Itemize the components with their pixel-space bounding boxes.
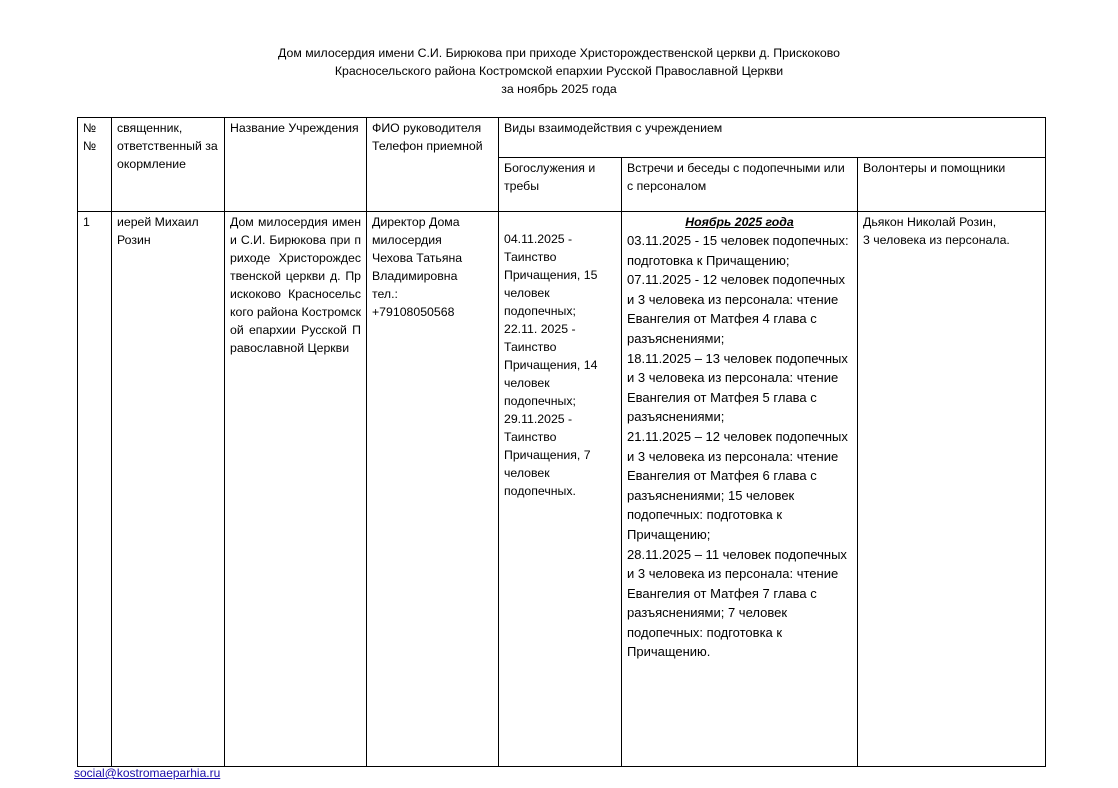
- row-services: 04.11.2025 - Таинство Причащения, 15 человек подопечных; 22.11. 2025 - Таинство Причащения, 14 человек подопечных; 29.11.2025 - Таинство Причащения, 7 человек подопечных.: [499, 212, 622, 767]
- meeting-entry: 03.11.2025 - 15 человек подопечных: подготовка к Причащению;: [627, 233, 849, 268]
- meeting-entry: 07.11.2025 - 12 человек подопечных и 3 человека из персонала: чтение Евангелия от Матфея 4 глава с разъяснениями;: [627, 272, 845, 346]
- row-priest: иерей Михаил Розин: [112, 212, 225, 767]
- header-director: ФИО руководителя Телефон приемной: [367, 118, 499, 212]
- title-line-1: Дом милосердия имени С.И. Бирюкова при приходе Христорождественской церкви д. Прискоково: [278, 46, 840, 60]
- header-services: Богослужения и требы: [499, 158, 622, 212]
- document-title: [0, 44, 1118, 98]
- meeting-entry: 28.11.2025 – 11 человек подопечных и 3 человека из персонала: чтение Евангелия от Матфея 7 глава с разъяснениями; 7 человек подопечных: подготовка к Причащению.: [627, 546, 847, 660]
- title-line-3: за ноябрь 2025 года: [501, 82, 617, 96]
- row-meetings: [622, 212, 858, 767]
- title-line-2: Красносельского района Костромской епархии Русской Православной Церкви: [334, 64, 784, 78]
- row-institution: Дом милосердия имени С.И. Бирюкова при приходе Христорождественской церкви д. Прискоково Красносельского района Костромской епархии Русской Православной Церкви: [225, 212, 367, 767]
- email-link[interactable]: social@kostromaeparhia.ru: [74, 766, 221, 780]
- row-volunteers: Дьякон Николай Розин, 3 человека из персонала.: [858, 212, 1046, 767]
- meeting-entry: 21.11.2025 – 12 человек подопечных и 3 человека из персонала: чтение Евангелия от Матфея 6 глава с разъяснениями; 15 человек подопечных: подготовка к Причащению;: [627, 428, 848, 542]
- report-table: [77, 117, 1046, 767]
- row-number: 1: [78, 212, 112, 767]
- meeting-entry: 18.11.2025 – 13 человек подопечных и 3 человека из персонала: чтение Евангелия от Матфея 5 глава с разъяснениями;: [627, 350, 848, 425]
- meetings-month-heading: Ноябрь 2025 года: [685, 215, 794, 229]
- header-interaction: Виды взаимодействия с учреждением: [499, 118, 1046, 158]
- table-row: [78, 212, 1046, 767]
- header-priest: священник, ответственный за окормление: [112, 118, 225, 212]
- header-meetings: Встречи и беседы с подопечными или с персоналом: [622, 158, 858, 212]
- header-volunteers: Волонтеры и помощники: [858, 158, 1046, 212]
- header-number: № №: [78, 118, 112, 212]
- header-institution: Название Учреждения: [225, 118, 367, 212]
- row-director: Директор Дома милосердия Чехова Татьяна Владимировна тел.: +79108050568: [367, 212, 499, 767]
